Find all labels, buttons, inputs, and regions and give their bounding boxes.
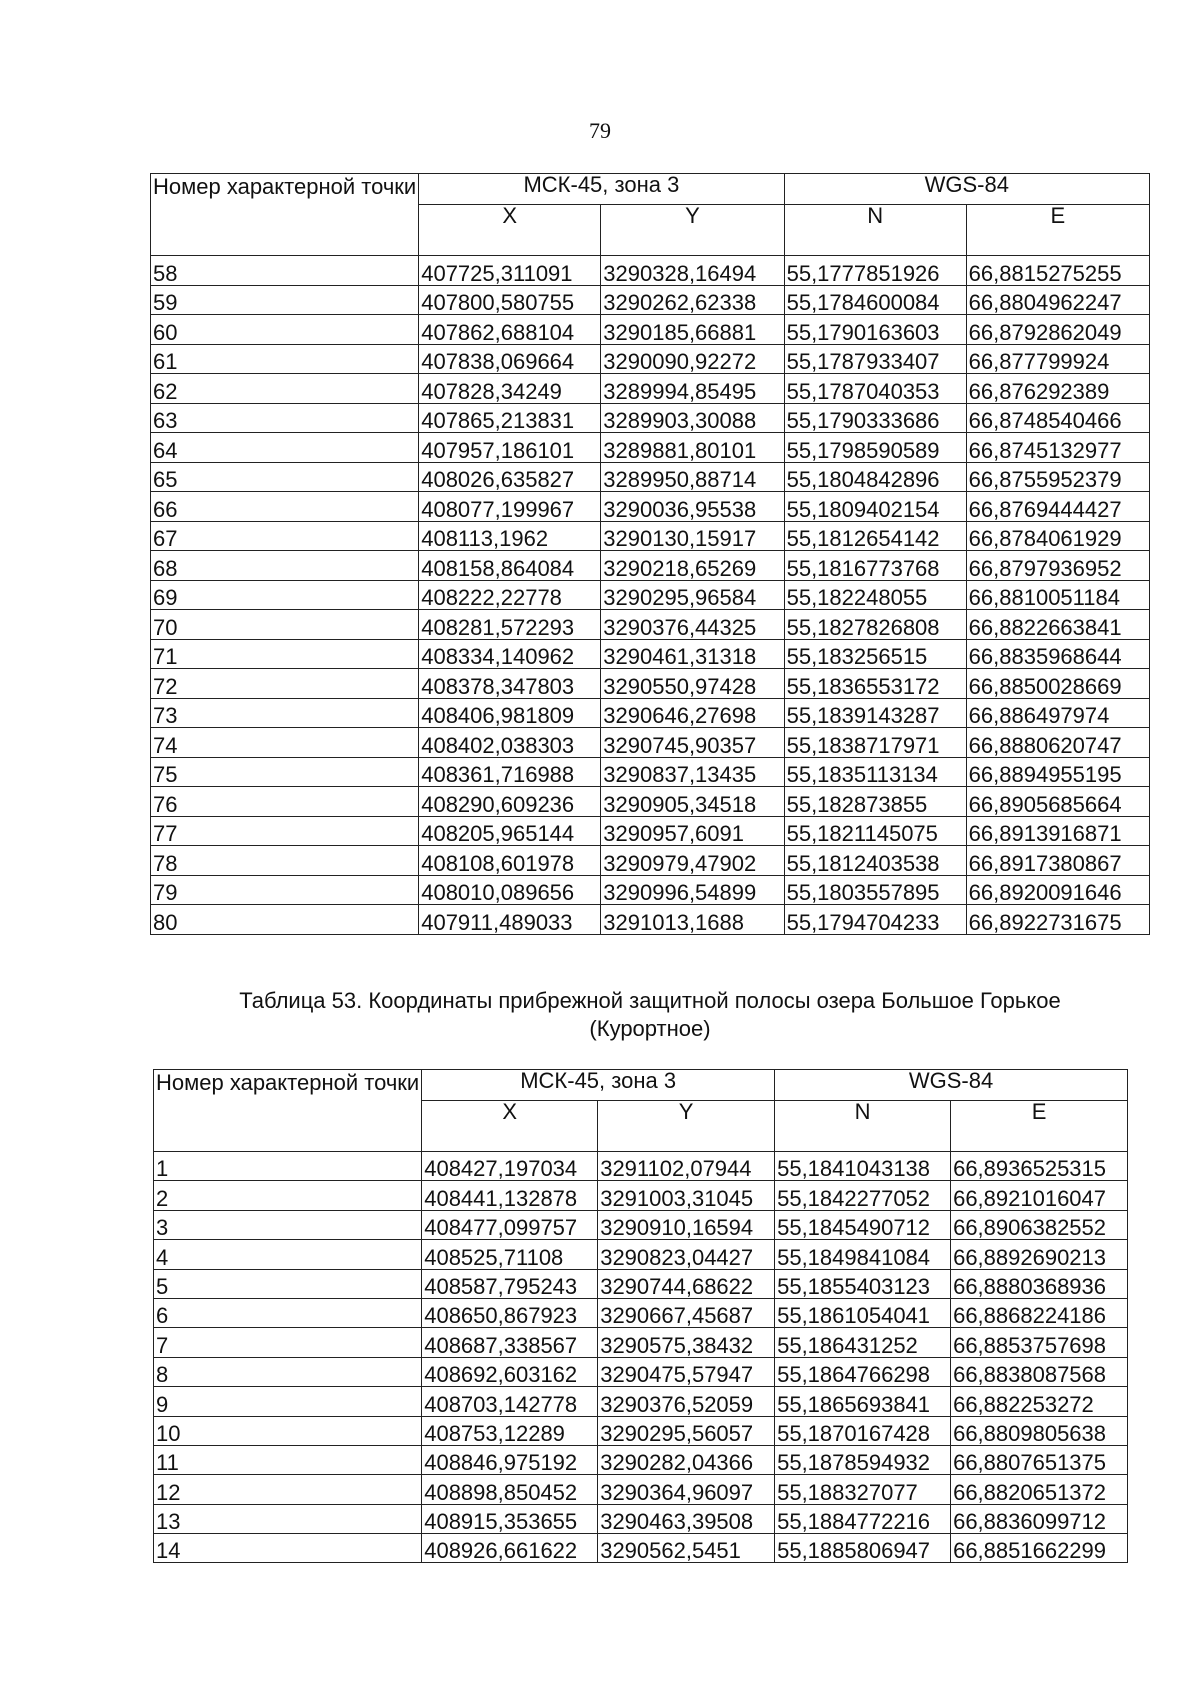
cell-y: 3289903,30088 bbox=[601, 403, 784, 433]
cell-n: 55,1809402154 bbox=[784, 492, 966, 522]
cell-e: 66,8804962247 bbox=[966, 285, 1149, 315]
cell-x: 408692,603162 bbox=[422, 1357, 598, 1386]
cell-n: 55,1861054041 bbox=[775, 1298, 951, 1327]
cell-y: 3290910,16594 bbox=[598, 1210, 775, 1239]
cell-x: 408477,099757 bbox=[422, 1210, 598, 1239]
cell-e: 66,8913916871 bbox=[966, 816, 1149, 846]
cell-point-number: 11 bbox=[154, 1445, 422, 1474]
cell-y: 3291003,31045 bbox=[598, 1181, 775, 1210]
cell-n: 55,1787040353 bbox=[784, 374, 966, 404]
header-point-number: Номер характерной точки bbox=[154, 1070, 422, 1152]
cell-x: 407911,489033 bbox=[419, 905, 601, 935]
cell-n: 55,1784600084 bbox=[784, 285, 966, 315]
cell-point-number: 63 bbox=[151, 403, 419, 433]
cell-x: 407957,186101 bbox=[419, 433, 601, 463]
table-row bbox=[154, 1357, 1128, 1386]
cell-e: 66,8769444427 bbox=[966, 492, 1149, 522]
cell-point-number: 62 bbox=[151, 374, 419, 404]
table-row bbox=[154, 1152, 1128, 1181]
table-row bbox=[151, 846, 1150, 876]
table-row bbox=[151, 639, 1150, 669]
coordinates-table-53 bbox=[153, 1069, 1128, 1563]
table-row bbox=[154, 1269, 1128, 1298]
cell-x: 408402,038303 bbox=[419, 728, 601, 758]
cell-n: 55,1839143287 bbox=[784, 698, 966, 728]
cell-point-number: 13 bbox=[154, 1504, 422, 1533]
cell-n: 55,1849841084 bbox=[775, 1240, 951, 1269]
cell-x: 408010,089656 bbox=[419, 875, 601, 905]
table-row bbox=[154, 1240, 1128, 1269]
cell-x: 408361,716988 bbox=[419, 757, 601, 787]
cell-x: 407828,34249 bbox=[419, 374, 601, 404]
table-row bbox=[151, 698, 1150, 728]
cell-e: 66,8880368936 bbox=[951, 1269, 1128, 1298]
cell-e: 66,8807651375 bbox=[951, 1445, 1128, 1474]
table-row bbox=[154, 1475, 1128, 1504]
table-row bbox=[151, 728, 1150, 758]
cell-x: 407862,688104 bbox=[419, 315, 601, 345]
cell-y: 3289881,80101 bbox=[601, 433, 784, 463]
cell-n: 55,1794704233 bbox=[784, 905, 966, 935]
cell-n: 55,1884772216 bbox=[775, 1504, 951, 1533]
table-row bbox=[151, 492, 1150, 522]
cell-y: 3290328,16494 bbox=[601, 256, 784, 286]
header-e: E bbox=[966, 205, 1149, 256]
cell-n: 55,1812403538 bbox=[784, 846, 966, 876]
table-row bbox=[154, 1298, 1128, 1327]
cell-n: 55,1838717971 bbox=[784, 728, 966, 758]
table-row bbox=[151, 787, 1150, 817]
cell-n: 55,1835113134 bbox=[784, 757, 966, 787]
cell-point-number: 80 bbox=[151, 905, 419, 935]
cell-y: 3290218,65269 bbox=[601, 551, 784, 581]
cell-n: 55,1855403123 bbox=[775, 1269, 951, 1298]
table-row bbox=[151, 315, 1150, 345]
cell-n: 55,1836553172 bbox=[784, 669, 966, 699]
cell-x: 407800,580755 bbox=[419, 285, 601, 315]
cell-y: 3290823,04427 bbox=[598, 1240, 775, 1269]
header-wgs: WGS-84 bbox=[775, 1070, 1128, 1101]
cell-y: 3290837,13435 bbox=[601, 757, 784, 787]
table-row bbox=[151, 344, 1150, 374]
cell-y: 3290905,34518 bbox=[601, 787, 784, 817]
cell-e: 66,8922731675 bbox=[966, 905, 1149, 935]
cell-e: 66,886497974 bbox=[966, 698, 1149, 728]
header-point-number: Номер характерной точки bbox=[151, 174, 419, 256]
cell-point-number: 6 bbox=[154, 1298, 422, 1327]
cell-y: 3290262,62338 bbox=[601, 285, 784, 315]
cell-point-number: 5 bbox=[154, 1269, 422, 1298]
cell-n: 55,1790333686 bbox=[784, 403, 966, 433]
cell-point-number: 1 bbox=[154, 1152, 422, 1181]
cell-y: 3290295,56057 bbox=[598, 1416, 775, 1445]
table-row bbox=[151, 462, 1150, 492]
cell-x: 408281,572293 bbox=[419, 610, 601, 640]
cell-point-number: 9 bbox=[154, 1387, 422, 1416]
cell-point-number: 75 bbox=[151, 757, 419, 787]
cell-x: 408205,965144 bbox=[419, 816, 601, 846]
cell-n: 55,182248055 bbox=[784, 580, 966, 610]
cell-n: 55,1878594932 bbox=[775, 1445, 951, 1474]
cell-x: 408898,850452 bbox=[422, 1475, 598, 1504]
cell-n: 55,1803557895 bbox=[784, 875, 966, 905]
cell-point-number: 2 bbox=[154, 1181, 422, 1210]
cell-y: 3290282,04366 bbox=[598, 1445, 775, 1474]
cell-n: 55,1845490712 bbox=[775, 1210, 951, 1239]
cell-y: 3290130,15917 bbox=[601, 521, 784, 551]
cell-e: 66,8892690213 bbox=[951, 1240, 1128, 1269]
cell-x: 408108,601978 bbox=[419, 846, 601, 876]
cell-x: 408427,197034 bbox=[422, 1152, 598, 1181]
cell-point-number: 77 bbox=[151, 816, 419, 846]
cell-point-number: 67 bbox=[151, 521, 419, 551]
cell-y: 3289950,88714 bbox=[601, 462, 784, 492]
cell-x: 408378,347803 bbox=[419, 669, 601, 699]
coordinates-table-top bbox=[150, 173, 1150, 935]
cell-point-number: 10 bbox=[154, 1416, 422, 1445]
table-row bbox=[151, 403, 1150, 433]
cell-e: 66,8853757698 bbox=[951, 1328, 1128, 1357]
cell-y: 3290979,47902 bbox=[601, 846, 784, 876]
cell-y: 3289994,85495 bbox=[601, 374, 784, 404]
cell-e: 66,8809805638 bbox=[951, 1416, 1128, 1445]
cell-point-number: 72 bbox=[151, 669, 419, 699]
cell-n: 55,1864766298 bbox=[775, 1357, 951, 1386]
table-row bbox=[151, 374, 1150, 404]
caption-line-2: (Курортное) bbox=[589, 1015, 711, 1041]
table-row bbox=[151, 757, 1150, 787]
table-row bbox=[151, 521, 1150, 551]
cell-y: 3290745,90357 bbox=[601, 728, 784, 758]
cell-y: 3290364,96097 bbox=[598, 1475, 775, 1504]
cell-e: 66,8917380867 bbox=[966, 846, 1149, 876]
table-row bbox=[151, 875, 1150, 905]
cell-n: 55,188327077 bbox=[775, 1475, 951, 1504]
cell-y: 3290376,44325 bbox=[601, 610, 784, 640]
cell-point-number: 3 bbox=[154, 1210, 422, 1239]
cell-e: 66,8921016047 bbox=[951, 1181, 1128, 1210]
cell-point-number: 7 bbox=[154, 1328, 422, 1357]
table-row bbox=[151, 816, 1150, 846]
cell-e: 66,8745132977 bbox=[966, 433, 1149, 463]
cell-point-number: 70 bbox=[151, 610, 419, 640]
cell-n: 55,1865693841 bbox=[775, 1387, 951, 1416]
header-x: X bbox=[422, 1101, 598, 1152]
header-y: Y bbox=[601, 205, 784, 256]
cell-x: 408290,609236 bbox=[419, 787, 601, 817]
table-row bbox=[154, 1504, 1128, 1533]
header-msk: МСК-45, зона 3 bbox=[422, 1070, 775, 1101]
cell-point-number: 8 bbox=[154, 1357, 422, 1386]
cell-e: 66,8850028669 bbox=[966, 669, 1149, 699]
cell-x: 408846,975192 bbox=[422, 1445, 598, 1474]
cell-n: 55,1798590589 bbox=[784, 433, 966, 463]
cell-e: 66,8880620747 bbox=[966, 728, 1149, 758]
table-row bbox=[151, 669, 1150, 699]
cell-x: 408406,981809 bbox=[419, 698, 601, 728]
page-number: 79 bbox=[589, 118, 611, 143]
cell-point-number: 76 bbox=[151, 787, 419, 817]
cell-point-number: 64 bbox=[151, 433, 419, 463]
cell-point-number: 66 bbox=[151, 492, 419, 522]
cell-x: 408222,22778 bbox=[419, 580, 601, 610]
table-row bbox=[154, 1181, 1128, 1210]
cell-y: 3290957,6091 bbox=[601, 816, 784, 846]
table-row bbox=[154, 1210, 1128, 1239]
cell-x: 408334,140962 bbox=[419, 639, 601, 669]
header-x: X bbox=[419, 205, 601, 256]
cell-y: 3290036,95538 bbox=[601, 492, 784, 522]
cell-point-number: 12 bbox=[154, 1475, 422, 1504]
table-row bbox=[154, 1328, 1128, 1357]
cell-x: 408650,867923 bbox=[422, 1298, 598, 1327]
table-caption bbox=[150, 987, 1150, 1042]
cell-e: 66,876292389 bbox=[966, 374, 1149, 404]
cell-y: 3290744,68622 bbox=[598, 1269, 775, 1298]
cell-e: 66,8822663841 bbox=[966, 610, 1149, 640]
cell-e: 66,8868224186 bbox=[951, 1298, 1128, 1327]
cell-n: 55,182873855 bbox=[784, 787, 966, 817]
cell-x: 408113,1962 bbox=[419, 521, 601, 551]
header-n: N bbox=[775, 1101, 951, 1152]
cell-e: 66,8797936952 bbox=[966, 551, 1149, 581]
cell-n: 55,1790163603 bbox=[784, 315, 966, 345]
table-row bbox=[151, 905, 1150, 935]
cell-point-number: 60 bbox=[151, 315, 419, 345]
cell-n: 55,1870167428 bbox=[775, 1416, 951, 1445]
cell-point-number: 69 bbox=[151, 580, 419, 610]
table-row bbox=[151, 433, 1150, 463]
cell-point-number: 68 bbox=[151, 551, 419, 581]
header-n: N bbox=[784, 205, 966, 256]
cell-e: 66,8905685664 bbox=[966, 787, 1149, 817]
table-row bbox=[154, 1387, 1128, 1416]
cell-point-number: 4 bbox=[154, 1240, 422, 1269]
cell-y: 3291013,1688 bbox=[601, 905, 784, 935]
cell-point-number: 58 bbox=[151, 256, 419, 286]
cell-n: 55,183256515 bbox=[784, 639, 966, 669]
cell-y: 3290996,54899 bbox=[601, 875, 784, 905]
cell-n: 55,1804842896 bbox=[784, 462, 966, 492]
cell-x: 408026,635827 bbox=[419, 462, 601, 492]
cell-x: 408525,71108 bbox=[422, 1240, 598, 1269]
table-row bbox=[154, 1445, 1128, 1474]
cell-n: 55,1885806947 bbox=[775, 1534, 951, 1563]
table-row bbox=[151, 285, 1150, 315]
cell-x: 408915,353655 bbox=[422, 1504, 598, 1533]
table-row bbox=[151, 580, 1150, 610]
table-row bbox=[151, 551, 1150, 581]
cell-n: 55,1827826808 bbox=[784, 610, 966, 640]
cell-e: 66,8920091646 bbox=[966, 875, 1149, 905]
cell-e: 66,8894955195 bbox=[966, 757, 1149, 787]
cell-e: 66,8792862049 bbox=[966, 315, 1149, 345]
cell-n: 55,1812654142 bbox=[784, 521, 966, 551]
header-wgs: WGS-84 bbox=[784, 174, 1149, 205]
table-row bbox=[154, 1416, 1128, 1445]
cell-x: 408587,795243 bbox=[422, 1269, 598, 1298]
cell-n: 55,1777851926 bbox=[784, 256, 966, 286]
cell-point-number: 73 bbox=[151, 698, 419, 728]
table-row bbox=[151, 256, 1150, 286]
cell-x: 408441,132878 bbox=[422, 1181, 598, 1210]
cell-e: 66,8748540466 bbox=[966, 403, 1149, 433]
table-row bbox=[151, 610, 1150, 640]
cell-n: 55,1841043138 bbox=[775, 1152, 951, 1181]
caption-line-1: Таблица 53. Координаты прибрежной защитной полосы озера Большое Горькое bbox=[239, 988, 1061, 1013]
cell-y: 3290550,97428 bbox=[601, 669, 784, 699]
cell-x: 407865,213831 bbox=[419, 403, 601, 433]
cell-y: 3290461,31318 bbox=[601, 639, 784, 669]
cell-e: 66,8820651372 bbox=[951, 1475, 1128, 1504]
header-msk: МСК-45, зона 3 bbox=[419, 174, 784, 205]
cell-n: 55,1787933407 bbox=[784, 344, 966, 374]
cell-e: 66,8936525315 bbox=[951, 1152, 1128, 1181]
cell-y: 3290295,96584 bbox=[601, 580, 784, 610]
cell-n: 55,1816773768 bbox=[784, 551, 966, 581]
cell-y: 3290376,52059 bbox=[598, 1387, 775, 1416]
cell-x: 408926,661622 bbox=[422, 1534, 598, 1563]
cell-y: 3290575,38432 bbox=[598, 1328, 775, 1357]
table-row bbox=[154, 1534, 1128, 1563]
table-body-top bbox=[151, 256, 1150, 935]
cell-y: 3290475,57947 bbox=[598, 1357, 775, 1386]
cell-e: 66,8838087568 bbox=[951, 1357, 1128, 1386]
cell-e: 66,8906382552 bbox=[951, 1210, 1128, 1239]
cell-x: 408158,864084 bbox=[419, 551, 601, 581]
cell-y: 3290646,27698 bbox=[601, 698, 784, 728]
header-y: Y bbox=[598, 1101, 775, 1152]
cell-x: 408687,338567 bbox=[422, 1328, 598, 1357]
cell-point-number: 79 bbox=[151, 875, 419, 905]
cell-point-number: 74 bbox=[151, 728, 419, 758]
cell-point-number: 59 bbox=[151, 285, 419, 315]
cell-e: 66,8784061929 bbox=[966, 521, 1149, 551]
cell-n: 55,186431252 bbox=[775, 1328, 951, 1357]
cell-y: 3291102,07944 bbox=[598, 1152, 775, 1181]
cell-n: 55,1821145075 bbox=[784, 816, 966, 846]
cell-e: 66,8815275255 bbox=[966, 256, 1149, 286]
cell-point-number: 71 bbox=[151, 639, 419, 669]
cell-y: 3290562,5451 bbox=[598, 1534, 775, 1563]
cell-y: 3290463,39508 bbox=[598, 1504, 775, 1533]
cell-e: 66,8755952379 bbox=[966, 462, 1149, 492]
cell-point-number: 61 bbox=[151, 344, 419, 374]
table-body-53 bbox=[154, 1152, 1128, 1563]
cell-e: 66,8851662299 bbox=[951, 1534, 1128, 1563]
cell-x: 407838,069664 bbox=[419, 344, 601, 374]
cell-x: 408703,142778 bbox=[422, 1387, 598, 1416]
cell-e: 66,882253272 bbox=[951, 1387, 1128, 1416]
cell-point-number: 65 bbox=[151, 462, 419, 492]
cell-x: 407725,311091 bbox=[419, 256, 601, 286]
cell-y: 3290185,66881 bbox=[601, 315, 784, 345]
cell-y: 3290090,92272 bbox=[601, 344, 784, 374]
header-e: E bbox=[951, 1101, 1128, 1152]
cell-y: 3290667,45687 bbox=[598, 1298, 775, 1327]
cell-e: 66,877799924 bbox=[966, 344, 1149, 374]
cell-point-number: 78 bbox=[151, 846, 419, 876]
cell-n: 55,1842277052 bbox=[775, 1181, 951, 1210]
cell-e: 66,8836099712 bbox=[951, 1504, 1128, 1533]
cell-point-number: 14 bbox=[154, 1534, 422, 1563]
cell-e: 66,8835968644 bbox=[966, 639, 1149, 669]
cell-e: 66,8810051184 bbox=[966, 580, 1149, 610]
cell-x: 408077,199967 bbox=[419, 492, 601, 522]
cell-x: 408753,12289 bbox=[422, 1416, 598, 1445]
